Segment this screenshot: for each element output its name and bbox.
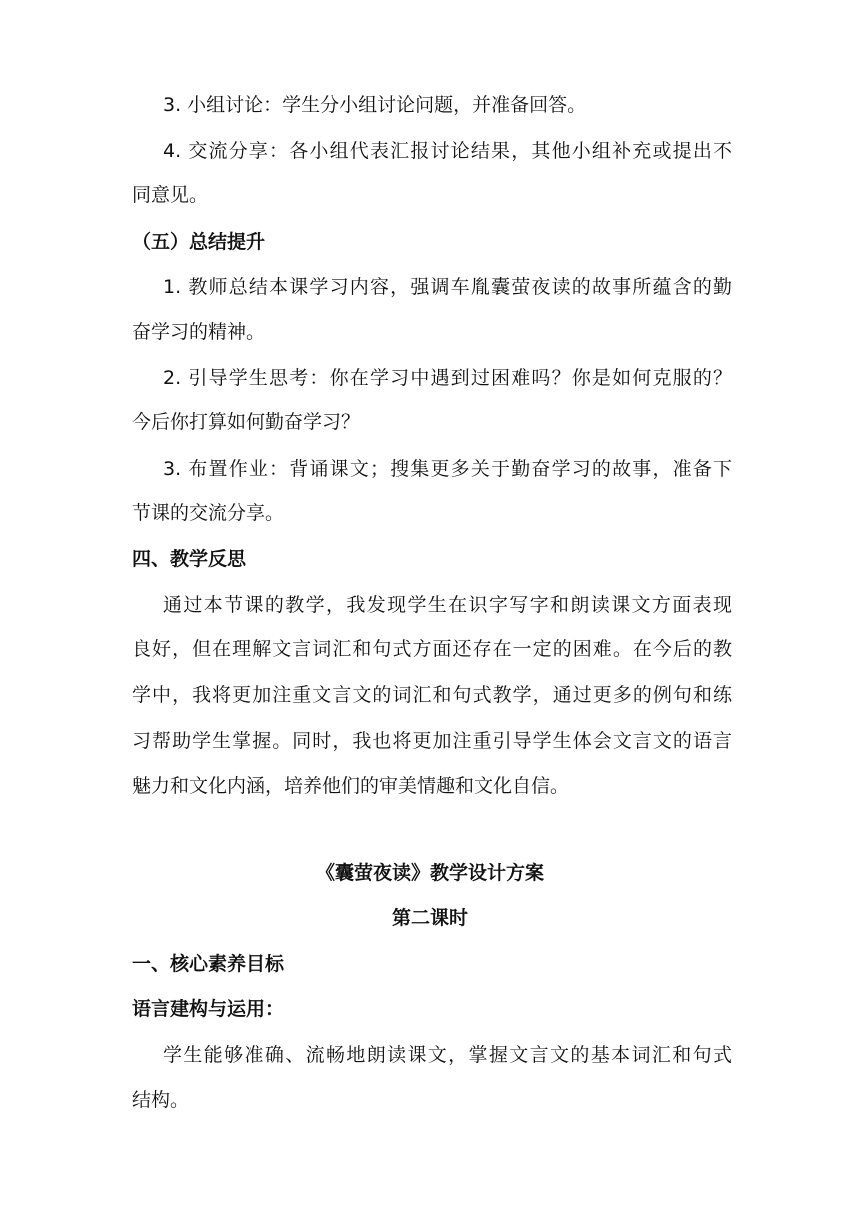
list-item-guide-thinking-cont: 今后你打算如何勤奋学习？ (132, 411, 361, 433)
paragraph-line-5: 魅力和文化内涵，培养他们的审美情趣和文化自信。 (132, 775, 570, 797)
list-item-guide-thinking: 2. 引导学生思考：你在学习中遇到过困难吗？你是如何克服的？ (163, 367, 732, 389)
list-item-homework-cont: 节课的交流分享。 (132, 502, 285, 524)
paragraph-line-4: 习帮助学生掌握。同时，我也将更加注重引导学生体会文言文的语言 (132, 730, 732, 752)
list-item-teacher-summary: 1. 教师总结本课学习内容，强调车胤囊萤夜读的故事所蕴含的勤 (163, 276, 732, 298)
subheading-language: 语言建构与运用： (132, 998, 285, 1020)
document-subtitle: 第二课时 (391, 907, 468, 929)
paragraph-line-3: 学中，我将更加注重文言文的词汇和句式教学，通过更多的例句和练 (132, 684, 732, 706)
paragraph-line-2: 良好，但在理解文言词汇和句式方面还存在一定的困难。在今后的教 (132, 638, 732, 660)
list-item-homework: 3. 布置作业：背诵课文；搜集更多关于勤奋学习的故事，准备下 (163, 458, 732, 480)
list-item-sharing: 4. 交流分享：各小组代表汇报讨论结果，其他小组补充或提出不 (163, 140, 732, 162)
goal-paragraph-line-2: 结构。 (132, 1089, 190, 1111)
document-title: 《囊萤夜读》教学设计方案 (315, 862, 544, 884)
list-item-teacher-summary-cont: 奋学习的精神。 (132, 321, 266, 343)
list-item-discussion: 3. 小组讨论：学生分小组讨论问题，并准备回答。 (163, 94, 587, 116)
goal-paragraph-line-1: 学生能够准确、流畅地朗读课文，掌握文言文的基本词汇和句式 (163, 1044, 732, 1066)
section-heading-reflection: 四、教学反思 (132, 548, 247, 570)
list-item-sharing-cont: 同意见。 (132, 184, 209, 206)
section-heading-summary: （五）总结提升 (132, 231, 266, 253)
paragraph-line-1: 通过本节课的教学，我发现学生在识字写字和朗读课文方面表现 (163, 594, 732, 616)
section-heading-goals: 一、核心素养目标 (132, 953, 285, 975)
